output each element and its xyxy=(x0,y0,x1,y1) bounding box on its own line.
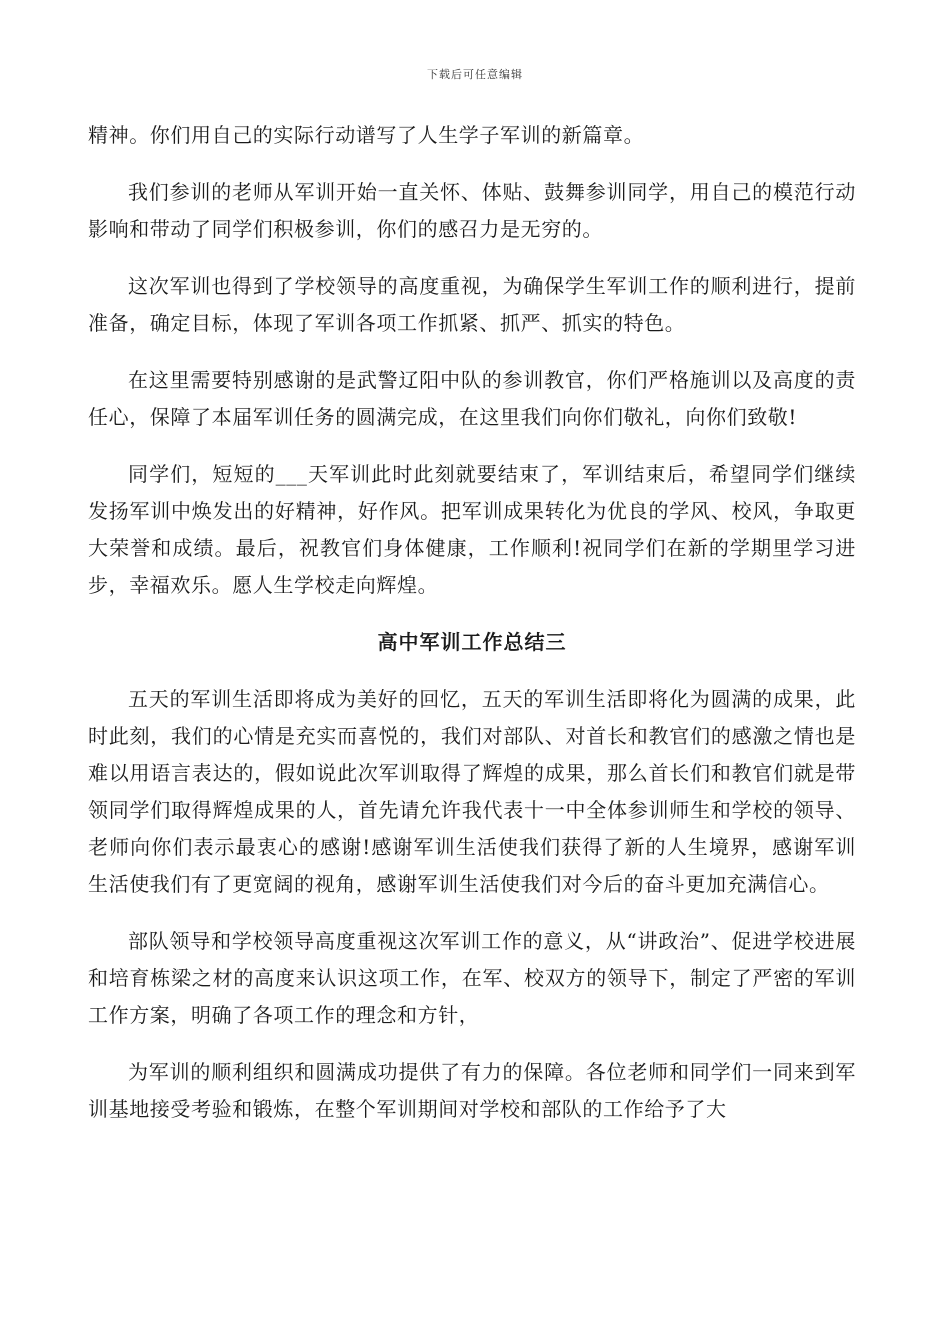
paragraph-7: 部队领导和学校领导高度重视这次军训工作的意义，从“讲政治”、促进学校进展和培育栋梁之材的高度来认识这项工作，在军、校双方的领导下，制定了严密的军训工作方案，明确了各项工作的理念和方针， xyxy=(88,929,856,1027)
paragraph-5: 同学们，短短的___天军训此时此刻就要结束了，军训结束后，希望同学们继续发扬军训中焕发出的好精神，好作风。把军训成果转化为优良的学风、校风，争取更大荣誉和成绩。最后，祝教官们身体健康，工作顺利!祝同学们在新的学期里学习进步，幸福欢乐。愿人生学校走向辉煌。 xyxy=(88,462,856,597)
document-body xyxy=(88,117,856,1148)
section-title: 高中军训工作总结三 xyxy=(377,630,567,654)
paragraph-1: 精神。你们用自己的实际行动谱写了人生学子军训的新篇章。 xyxy=(88,123,645,147)
paragraph-4: 在这里需要特别感谢的是武警辽阳中队的参训教官，你们严格施训以及高度的责任心，保障了本届军训任务的圆满完成，在这里我们向你们敬礼，向你们致敬! xyxy=(88,368,856,429)
paragraph-2: 我们参训的老师从军训开始一直关怀、体贴、鼓舞参训同学，用自己的模范行动影响和带动了同学们积极参训，你们的感召力是无穷的。 xyxy=(88,180,856,241)
page-header: 下载后可任意编辑 xyxy=(427,68,523,81)
paragraph-6: 五天的军训生活即将成为美好的回忆，五天的军训生活即将化为圆满的成果，此时此刻，我们的心情是充实而喜悦的，我们对部队、对首长和教官们的感激之情也是难以用语言表达的，假如说此次军训取得了辉煌的成果，那么首长们和教官们就是带领同学们取得辉煌成果的人，首先请允许我代表十一中全体参训师生和学校的领导、老师向你们表示最衷心的感谢!感谢军训生活使我们获得了新的人生境界，感谢军训生活使我们有了更宽阔的视角，感谢军训生活使我们对今后的奋斗更加充满信心。 xyxy=(88,687,856,896)
paragraph-3: 这次军训也得到了学校领导的高度重视，为确保学生军训工作的顺利进行，提前准备，确定目标，体现了军训各项工作抓紧、抓严、抓实的特色。 xyxy=(88,274,856,335)
paragraph-8: 为军训的顺利组织和圆满成功提供了有力的保障。各位老师和同学们一同来到军训基地接受考验和锻炼，在整个军训期间对学校和部队的工作给予了大 xyxy=(88,1060,856,1121)
